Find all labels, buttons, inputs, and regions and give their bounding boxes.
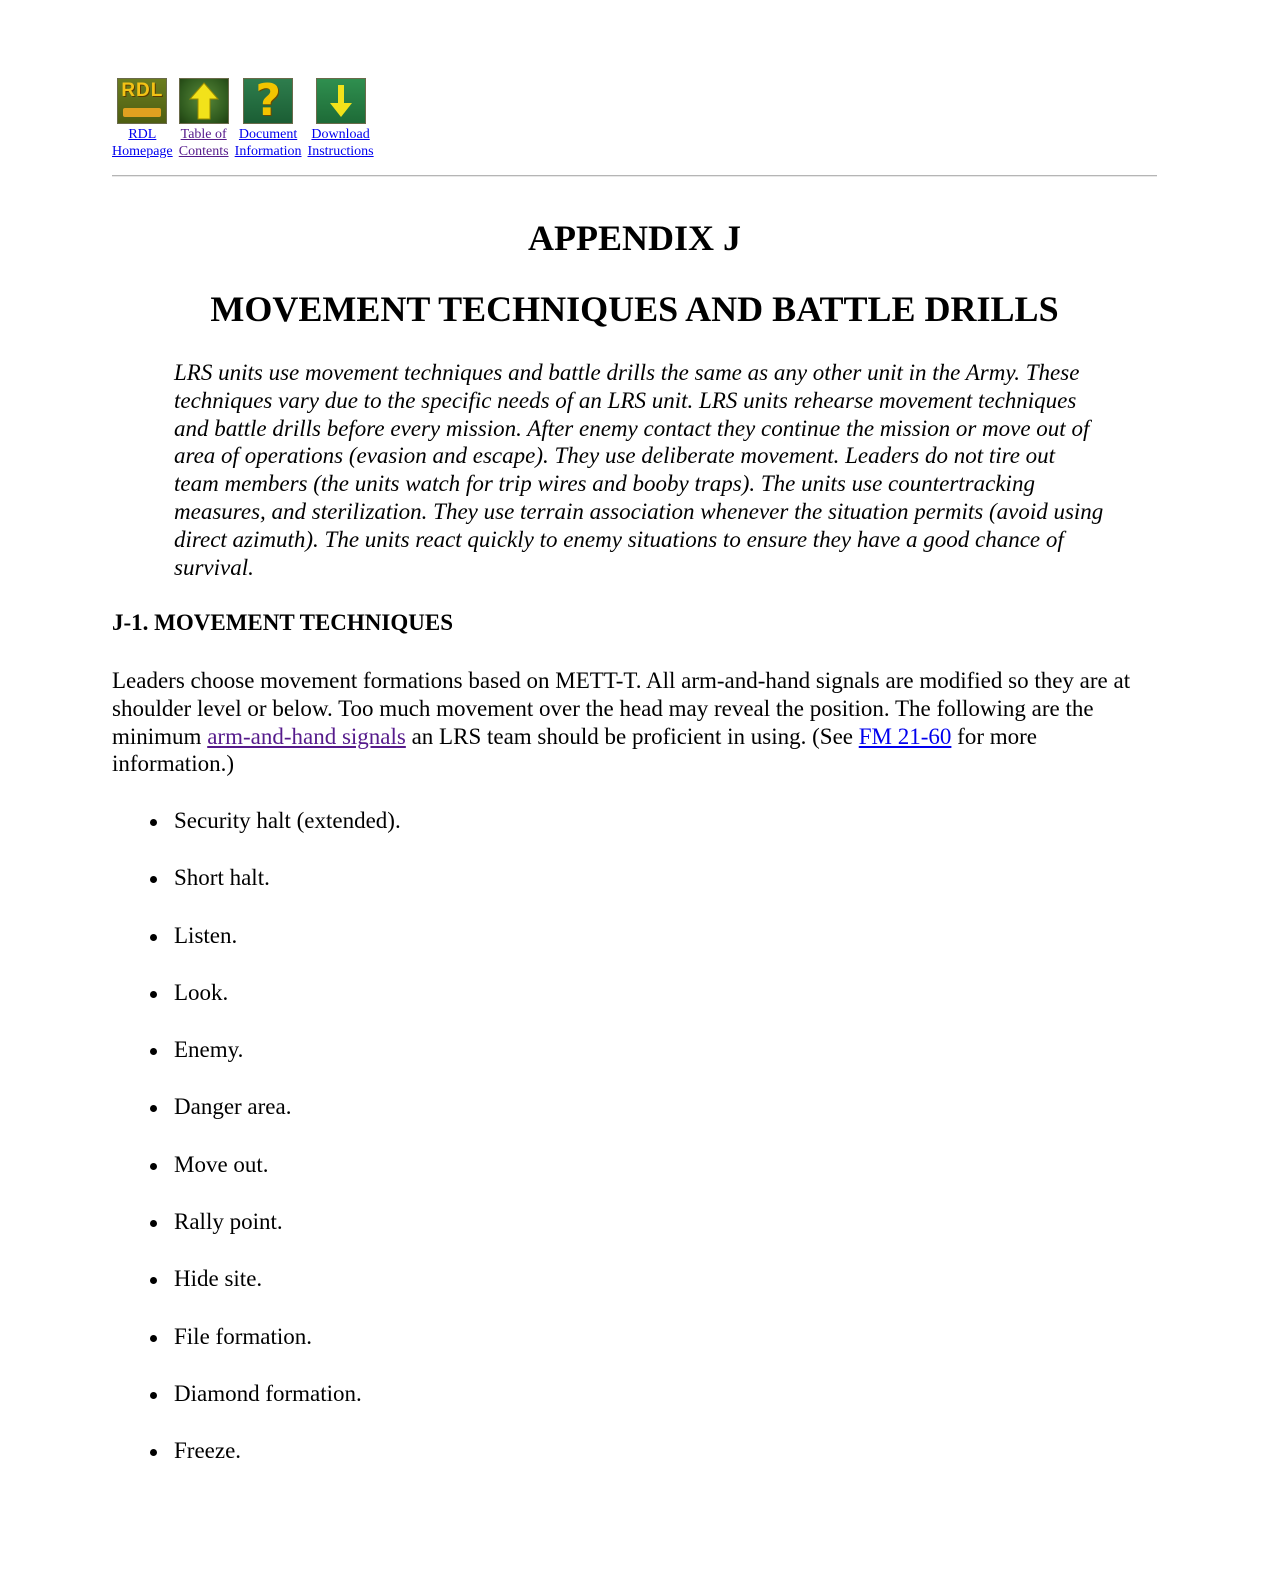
list-item: File formation.: [112, 1322, 401, 1379]
bullet-icon: [150, 1105, 157, 1112]
bullet-icon: [150, 1335, 157, 1342]
nav-download-instructions[interactable]: [308, 78, 374, 160]
fm-21-60-link[interactable]: FM 21-60: [858, 723, 952, 749]
bullet-icon: [150, 1163, 157, 1170]
nav-table-of-contents[interactable]: [179, 78, 229, 160]
page-title: MOVEMENT TECHNIQUES AND BATTLE DRILLS: [210, 289, 1059, 329]
nav-label[interactable]: Download Instructions: [307, 127, 374, 159]
nav-label[interactable]: Table of Contents: [178, 127, 229, 159]
bullet-icon: [150, 876, 157, 883]
list-item: Hide site.: [112, 1264, 401, 1321]
list-item: Freeze.: [112, 1436, 401, 1493]
list-item: Short halt.: [112, 863, 401, 920]
bullet-icon: [150, 1220, 157, 1227]
nav-document-information[interactable]: [235, 78, 302, 160]
list-item: Enemy.: [112, 1035, 401, 1092]
list-item: Diamond formation.: [112, 1379, 401, 1436]
question-mark-icon[interactable]: ?: [243, 78, 293, 124]
bullet-icon: [150, 991, 157, 998]
section-heading: J-1. MOVEMENT TECHNIQUES: [112, 610, 454, 635]
rdl-logo-icon[interactable]: [117, 78, 167, 124]
list-item: Listen.: [112, 921, 401, 978]
arm-and-hand-signals-link[interactable]: arm-and-hand signals: [207, 723, 406, 749]
rdl-logo-text: RDL: [121, 80, 164, 101]
arrow-up-icon[interactable]: [179, 78, 229, 124]
intro-paragraph: LRS units use movement techniques and battle drills the same as any other unit in the Army. These techniques vary due to the specific needs of an LRS unit. LRS units rehearse movement techniques and battle drills before every mission. After enemy contact they continue the mission or move out of area of operations (evasion and escape). They use deliberate movement. Leaders do not tire out team members (the units watch for trip wires and booby traps). The units use countertracking measures, and sterilization. They use terrain association whenever the situation permits (avoid using direct azimuth). The units react quickly to enemy situations to ensure they have a good chance of survival.: [174, 360, 1104, 580]
list-item: Look.: [112, 978, 401, 1035]
list-item: Security halt (extended).: [112, 806, 401, 863]
bullet-icon: [150, 1392, 157, 1399]
horizontal-divider: [112, 175, 1157, 177]
list-item: Rally point.: [112, 1207, 401, 1264]
list-item: Move out.: [112, 1150, 401, 1207]
top-navigation: [112, 78, 380, 160]
list-item: Danger area.: [112, 1092, 401, 1149]
appendix-heading: APPENDIX J: [528, 218, 741, 258]
bullet-icon: [150, 1449, 157, 1456]
section-paragraph: Leaders choose movement formations based on METT-T. All arm-and-hand signals are modified so they are at shoulder level or below. Too much movement over the head may reveal the position. The following are the minimum arm-and-hand signals an LRS team should be proficient in using. (See FM 21-60 for more information.): [112, 668, 1131, 777]
bullet-icon: [150, 934, 157, 941]
nav-label[interactable]: RDL Homepage: [112, 127, 173, 159]
bullet-icon: [150, 1277, 157, 1284]
nav-rdl-homepage[interactable]: [112, 78, 173, 160]
bullet-icon: [150, 819, 157, 826]
nav-label[interactable]: Document Information: [234, 127, 302, 159]
arrow-down-icon[interactable]: [316, 78, 366, 124]
signals-list: [112, 806, 401, 1494]
bullet-icon: [150, 1048, 157, 1055]
